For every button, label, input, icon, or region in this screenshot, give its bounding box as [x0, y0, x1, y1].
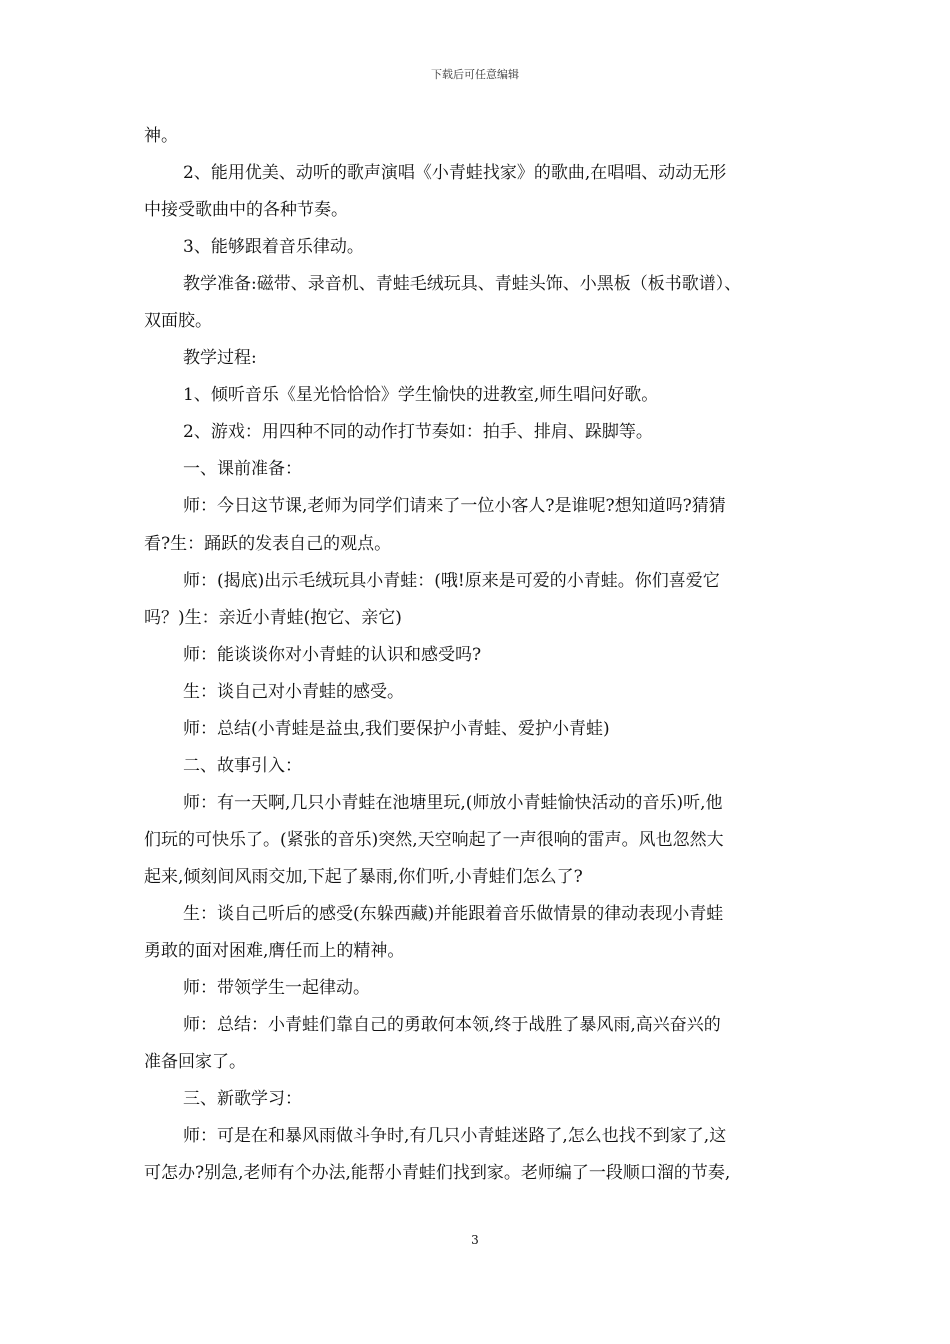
paragraph-line: 吗？)生：亲近小青蛙(抱它、亲它): [144, 607, 402, 628]
paragraph-line: 神。: [144, 126, 178, 146]
paragraph-line: 勇敢的面对困难,膺任而上的精神。: [144, 941, 405, 962]
paragraph-line: 生：谈自己对小青蛙的感受。: [183, 681, 404, 702]
paragraph-line: 看?生：踊跃的发表自己的观点。: [144, 533, 392, 554]
paragraph-line: 起来,倾刻间风雨交加,下起了暴雨,你们听,小青蛙们怎么了?: [144, 866, 583, 887]
paragraph-line: 教学过程:: [183, 348, 257, 369]
paragraph-line: 师：带领学生一起律动。: [183, 978, 370, 999]
page-header: 下载后可任意编辑: [431, 68, 519, 81]
paragraph-line: 2、游戏：用四种不同的动作打节奏如：拍手、排肩、跺脚等。: [183, 422, 653, 443]
paragraph-line: 3、能够跟着音乐律动。: [183, 237, 364, 258]
paragraph-line: 双面胶。: [144, 311, 212, 332]
paragraph-line: 们玩的可快乐了。(紧张的音乐)突然,天空响起了一声很响的雷声。风也忽然大: [144, 829, 724, 850]
paragraph-line: 二、故事引入：: [183, 755, 302, 776]
paragraph-line: 师：有一天啊,几只小青蛙在池塘里玩,(师放小青蛙愉快活动的音乐)听,他: [183, 792, 723, 813]
paragraph-line: 师：能谈谈你对小青蛙的认识和感受吗?: [183, 644, 482, 665]
paragraph-line: 生：谈自己听后的感受(东躲西藏)并能跟着音乐做情景的律动表现小青蛙: [183, 903, 724, 924]
paragraph-line: 中接受歌曲中的各种节奏。: [144, 200, 348, 221]
paragraph-line: 2、能用优美、动听的歌声演唱《小青蛙找家》的歌曲,在唱唱、动动无形: [183, 163, 727, 184]
paragraph-line: 师：今日这节课,老师为同学们请来了一位小客人?是谁呢?想知道吗?猜猜: [183, 496, 726, 517]
paragraph-line: 一、课前准备：: [183, 459, 302, 480]
paragraph-line: 可怎办?别急,老师有个办法,能帮小青蛙们找到家。老师编了一段顺口溜的节奏,: [144, 1163, 731, 1184]
paragraph-line: 师：总结(小青蛙是益虫,我们要保护小青蛙、爱护小青蛙): [183, 718, 610, 739]
paragraph-line: 准备回家了。: [144, 1052, 246, 1073]
paragraph-line: 师：可是在和暴风雨做斗争时,有几只小青蛙迷路了,怎么也找不到家了,这: [183, 1126, 727, 1147]
document-body: [144, 118, 808, 1192]
paragraph-line: 师：总结：小青蛙们靠自己的勇敢何本领,终于战胜了暴风雨,高兴奋兴的: [183, 1015, 721, 1036]
paragraph-line: 师：(揭底)出示毛绒玩具小青蛙：(哦!原来是可爱的小青蛙。你们喜爱它: [183, 570, 720, 591]
paragraph-line: 教学准备:磁带、录音机、青蛙毛绒玩具、青蛙头饰、小黑板（板书歌谱）、: [183, 274, 742, 295]
paragraph-line: 三、新歌学习：: [183, 1089, 302, 1110]
paragraph-line: 1、倾听音乐《星光恰恰恰》学生愉快的进教室,师生唱问好歌。: [183, 385, 659, 406]
page-number: 3: [471, 1233, 479, 1247]
